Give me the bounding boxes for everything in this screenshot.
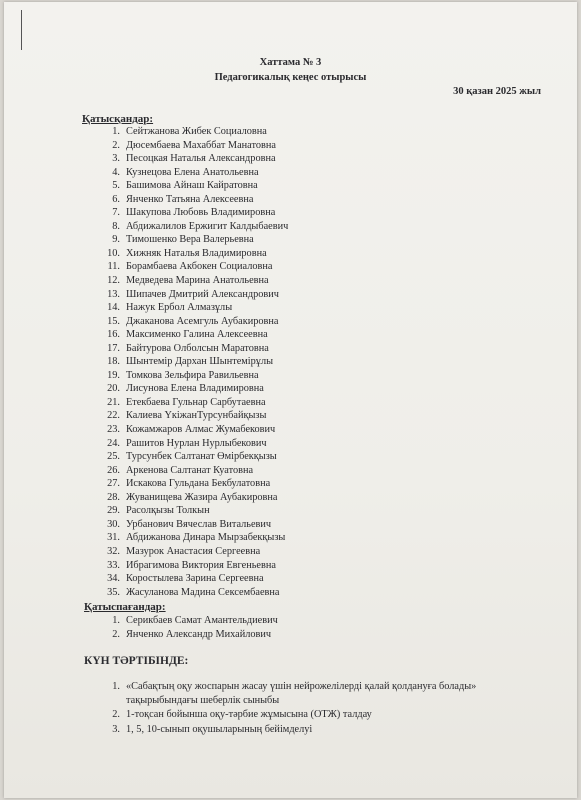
attendee-item (99, 288, 288, 302)
item-number: 21. (107, 396, 120, 408)
item-number: 3. (112, 723, 120, 735)
item-number: 17. (107, 342, 120, 354)
item-number: 28. (107, 491, 120, 503)
attendees-heading: Қатысқандар: (82, 113, 154, 125)
attendee-item (99, 355, 288, 369)
item-number: 1. (112, 126, 120, 137)
item-text: Искакова Гульдана Бекбулатовна (126, 478, 271, 490)
item-text: Байтурова Олболсын Маратовна (126, 342, 269, 354)
item-number: 12. (107, 275, 120, 287)
item-number: 20. (107, 383, 120, 395)
item-text: Кожамжаров Алмас Жумабекович (126, 424, 276, 436)
document-subtitle: Педагогикалық кеңес отырысы (214, 72, 367, 83)
attendee-item (99, 369, 288, 383)
attendee-item (99, 396, 288, 410)
attendee-item (99, 531, 288, 545)
item-number: 13. (107, 288, 120, 300)
document-title: Хаттама № 3 (259, 57, 322, 68)
item-number: 9. (112, 234, 120, 246)
item-number: 14. (107, 302, 120, 314)
item-number: 5. (112, 180, 120, 192)
item-number: 23. (107, 424, 120, 436)
item-text: Сейтжанова Жибек Социаловна (126, 126, 267, 137)
agenda-item (99, 680, 539, 707)
agenda-item (99, 708, 539, 722)
attendee-item (99, 301, 288, 315)
attendees-list (99, 125, 288, 599)
attendee-item (99, 206, 288, 220)
attendee-item (99, 274, 288, 288)
item-text: Кузнецова Елена Анатольевна (126, 166, 259, 178)
item-text: Янченко Александр Михайлович (126, 628, 272, 640)
attendee-item (99, 437, 288, 451)
attendee-item (99, 220, 288, 234)
item-text: Нажук Ербол Алмазұлы (126, 302, 233, 314)
attendee-item (99, 166, 288, 180)
attendee-item (99, 545, 288, 559)
attendee-item (99, 152, 288, 166)
attendee-item (99, 139, 288, 153)
item-text: Турсунбек Салтанат Өмірбекқызы (126, 451, 277, 463)
item-text: Дюсембаева Махаббат Манатовна (126, 139, 276, 151)
item-number: 10. (107, 247, 120, 259)
item-text: Калиева ҮкіжанТурсунбайқызы (126, 410, 267, 422)
item-number: 6. (112, 193, 120, 205)
item-number: 1. (112, 681, 120, 692)
attendee-item (99, 586, 288, 600)
item-number: 32. (107, 545, 120, 557)
attendee-item (99, 382, 288, 396)
attendee-item (99, 450, 288, 464)
item-text: Серикбаев Самат Амантельдиевич (126, 615, 278, 626)
absent-item (99, 614, 278, 628)
document-date: 30 қазан 2025 жыл (453, 86, 541, 97)
item-text: Песоцкая Наталья Александровна (126, 153, 276, 165)
agenda-list (99, 680, 539, 737)
item-number: 19. (107, 369, 120, 381)
item-number: 4. (112, 166, 120, 178)
attendee-item (99, 193, 288, 207)
attendee-item (99, 504, 288, 518)
attendee-item (99, 125, 288, 139)
item-text: Борамбаева Акбокен Социаловна (126, 261, 273, 273)
item-number: 1. (112, 615, 120, 626)
item-number: 2. (112, 709, 120, 720)
attendee-item (99, 491, 288, 505)
item-text: 1-тоқсан бойынша оқу-тәрбие жұмысына (ОТЖ) талдау (126, 709, 372, 720)
item-number: 16. (107, 329, 120, 341)
attendee-item (99, 179, 288, 193)
item-text: Абдижалилов Ержигит Калдыбаевич (126, 220, 289, 232)
item-number: 3. (112, 153, 120, 165)
item-text: Джаканова Асемгуль Аубакировна (126, 315, 279, 327)
item-number: 22. (107, 410, 120, 422)
item-text: Томкова Зельфира Равильевна (126, 369, 259, 381)
item-text: Шынтемір Дархан Шынтемірұлы (126, 356, 274, 368)
margin-mark (21, 10, 22, 50)
attendee-item (99, 477, 288, 491)
attendee-item (99, 572, 288, 586)
item-text: «Сабақтың оқу жоспарын жасау үшін нейрожелілерді қалай қолдануға болады» тақырыбындағы шеберлік сыныбы (126, 681, 477, 706)
item-text: Коростылева Зарина Сергеевна (126, 573, 264, 585)
item-text: Шакупова Любовь Владимировна (126, 207, 276, 219)
item-text: Жуванищева Жазира Аубакировна (126, 491, 278, 503)
item-text: Абдижанова Динара Мырзабекқызы (126, 532, 286, 544)
absent-heading: Қатыспағандар: (84, 601, 166, 613)
item-number: 29. (107, 505, 120, 517)
attendee-item (99, 518, 288, 532)
item-number: 26. (107, 464, 120, 476)
document-header (4, 55, 577, 85)
item-number: 35. (107, 586, 120, 598)
attendee-item (99, 233, 288, 247)
item-number: 7. (112, 207, 120, 219)
attendee-item (99, 247, 288, 261)
item-text: Максименко Галина Алексеевна (126, 329, 268, 341)
attendee-item (99, 464, 288, 478)
item-number: 11. (107, 261, 120, 273)
attendee-item (99, 328, 288, 342)
absent-item (99, 628, 278, 642)
attendee-item (99, 559, 288, 573)
item-number: 2. (112, 139, 120, 151)
item-text: Лисунова Елена Владимировна (126, 383, 264, 395)
attendee-item (99, 260, 288, 274)
item-number: 30. (107, 518, 120, 530)
item-text: Етекбаева Гульнар Сарбутаевна (126, 396, 266, 408)
item-text: Башимова Айнаш Кайратовна (126, 180, 258, 192)
item-text: Мазурок Анастасия Сергеевна (126, 545, 261, 557)
item-text: Ибрагимова Виктория Евгеньевна (126, 559, 276, 571)
attendee-item (99, 342, 288, 356)
item-text: Тимошенко Вера Валерьевна (126, 234, 254, 246)
attendee-item (99, 315, 288, 329)
attendee-item (99, 409, 288, 423)
item-text: Хижняк Наталья Владимировна (126, 247, 267, 259)
item-text: Расолқызы Толкын (126, 505, 210, 517)
item-text: Аркенова Салтанат Куатовна (126, 464, 254, 476)
item-text: Урбанович Вячеслав Витальевич (126, 518, 272, 530)
item-number: 18. (107, 356, 120, 368)
agenda-item (99, 723, 539, 737)
item-number: 34. (107, 573, 120, 585)
item-number: 15. (107, 315, 120, 327)
item-number: 27. (107, 478, 120, 490)
item-text: Рашитов Нурлан Нурлыбекович (126, 437, 267, 449)
item-number: 8. (112, 220, 120, 232)
item-number: 33. (107, 559, 120, 571)
item-text: Шипачев Дмитрий Александрович (126, 288, 279, 300)
item-text: 1, 5, 10-сынып оқушыларының бейімделуі (126, 723, 313, 735)
item-text: Медведева Марина Анатольевна (126, 275, 269, 287)
item-number: 24. (107, 437, 120, 449)
item-number: 25. (107, 451, 120, 463)
document-page (4, 2, 577, 798)
item-text: Янченко Татьяна Алексеевна (126, 193, 254, 205)
item-text: Жасуланова Мадина Сексембаевна (126, 586, 280, 598)
attendee-item (99, 423, 288, 437)
absent-list (99, 614, 278, 641)
item-number: 31. (107, 532, 120, 544)
agenda-heading: КҮН ТӘРТІБІНДЕ: (84, 655, 189, 667)
item-number: 2. (112, 628, 120, 640)
